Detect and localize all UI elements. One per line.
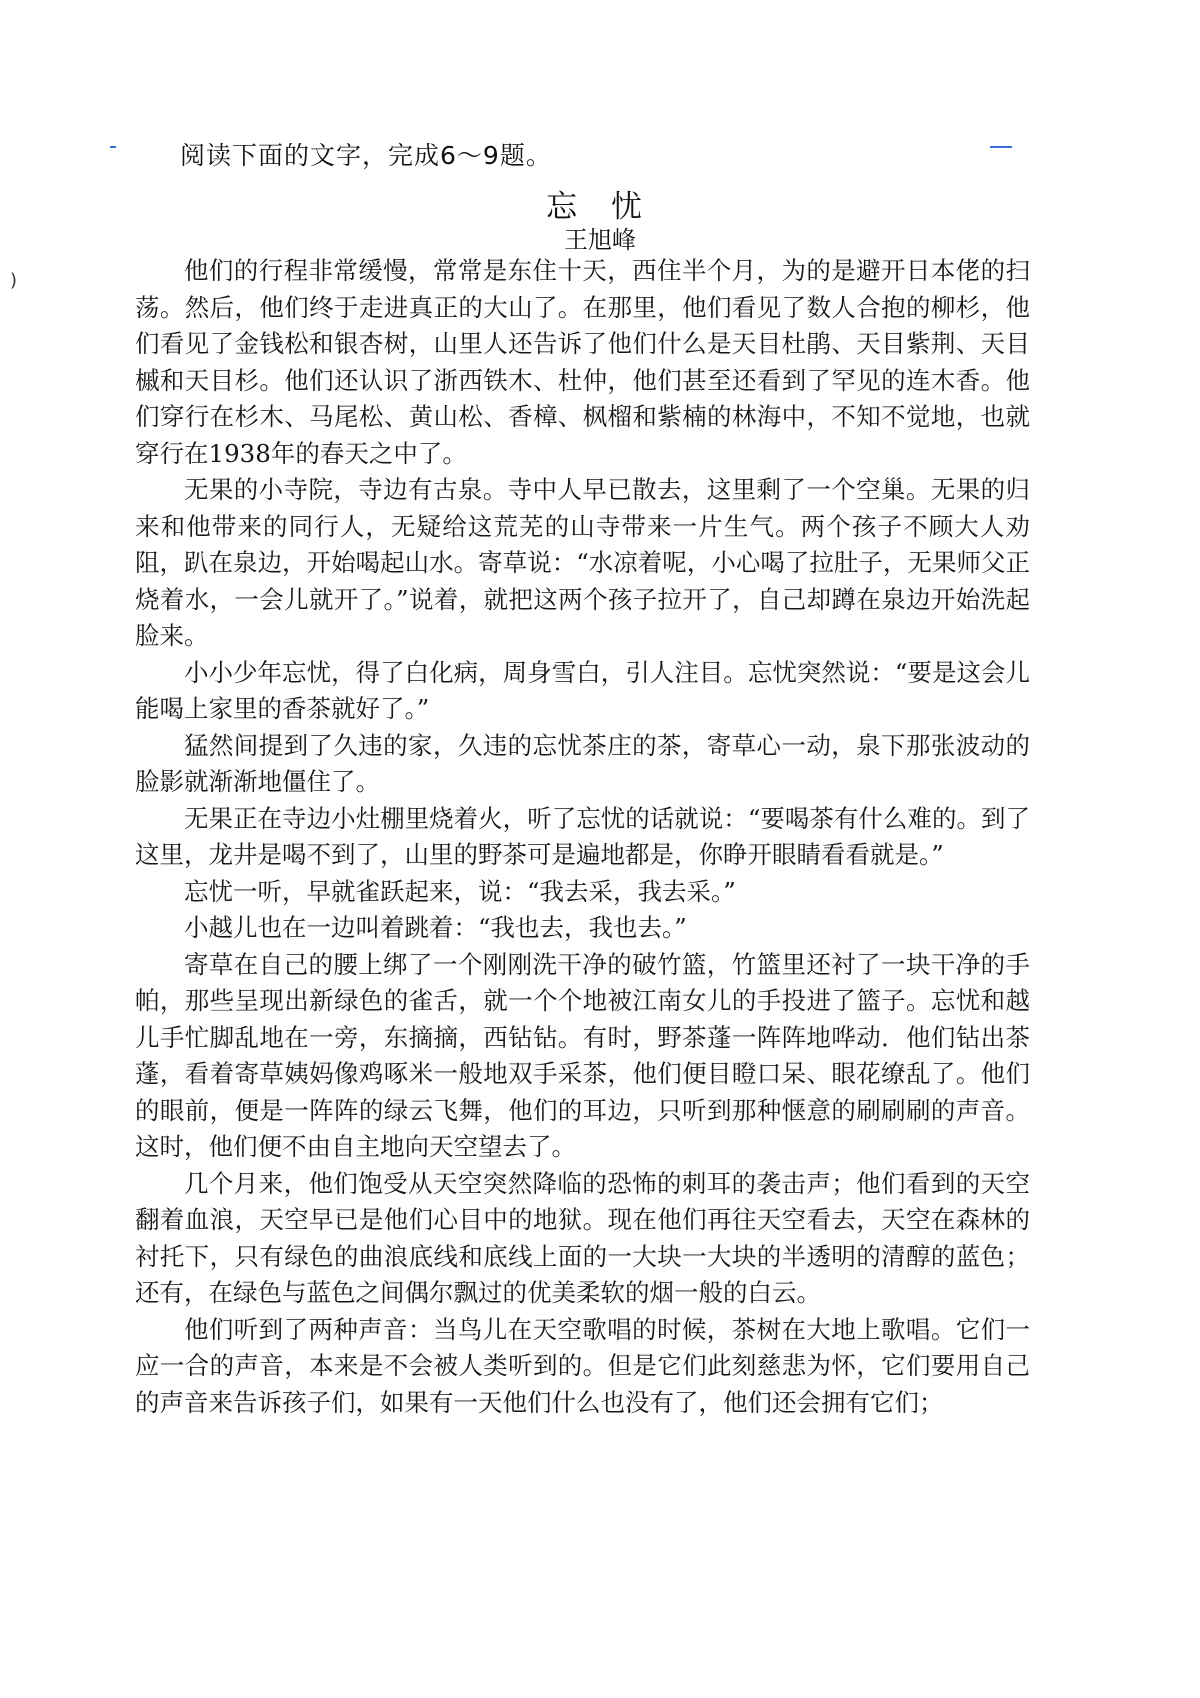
scan-mark-left bbox=[110, 146, 116, 148]
paragraph: 猛然间提到了久违的家，久违的忘忧茶庄的茶，寄草心一动，泉下那张波动的脸影就渐渐地僵住了。 bbox=[135, 730, 1030, 796]
paragraph: 几个月来，他们饱受从天空突然降临的恐怖的刺耳的袭击声；他们看到的天空翻着血浪，天空早已是他们心目中的地狱。现在他们再往天空看去，天空在森林的衬托下，只有绿色的曲浪底线和底线上面的一大块一大块的半透明的清醇的蓝色；还有，在绿色与蓝色之间偶尔飘过的优美柔软的烟一般的白云。 bbox=[135, 1168, 1030, 1307]
paragraph: 寄草在自己的腰上绑了一个刚刚洗干净的破竹篮，竹篮里还衬了一块干净的手帕，那些呈现出新绿色的雀舌，就一个个地被江南女儿的手投进了篮子。忘忧和越儿手忙脚乱地在一旁，东摘摘，西钻钻。有时，野茶蓬一阵阵地哗动．他们钻出茶蓬，看着寄草姨妈像鸡啄米一般地双手采茶，他们便目瞪口呆、眼花缭乱了。他们的眼前，便是一阵阵的绿云飞舞，他们的耳边，只听到那种惬意的刷刷刷的声音。这时，他们便不由自主地向天空望去了。 bbox=[135, 949, 1030, 1161]
paragraph: 忘忧一听，早就雀跃起来，说：“我去采，我去采。” bbox=[184, 876, 736, 906]
paragraph: 他们的行程非常缓慢，常常是东住十天，西住半个月，为的是避开日本佬的扫荡。然后，他们终于走进真正的大山了。在那里，他们看见了数人合抱的柳杉，他们看见了金钱松和银杏树，山里人还告诉了他们什么是天目杜鹃、天目紫荆、天目槭和天目杉。他们还认识了浙西铁木、杜仲，他们甚至还看到了罕见的连木香。他们穿行在杉木、马尾松、黄山松、香樟、枫榴和紫楠的林海中，不知不觉地，也就穿行在1938年的春天之中了。 bbox=[135, 256, 1030, 468]
margin-mark: ) bbox=[10, 270, 18, 291]
scan-mark-right bbox=[990, 146, 1012, 148]
article-title: 忘 忧 bbox=[546, 189, 654, 225]
article-author: 王旭峰 bbox=[564, 226, 636, 254]
paragraph: 小小少年忘忧，得了白化病，周身雪白，引人注目。忘忧突然说：“要是这会儿能喝上家里的香茶就好了。” bbox=[135, 657, 1030, 723]
question-instruction: 阅读下面的文字，完成6～9题。 bbox=[180, 141, 552, 170]
paragraph: 小越儿也在一边叫着跳着：“我也去，我也去。” bbox=[184, 913, 687, 942]
paragraph: 他们听到了两种声音：当鸟儿在天空歌唱的时候，茶树在大地上歌唱。它们一应一合的声音，本来是不会被人类听到的。但是它们此刻慈悲为怀，它们要用自己的声音来告诉孩子们，如果有一天他们什么也没有了，他们还会拥有它们； bbox=[135, 1314, 1030, 1417]
article-body bbox=[135, 253, 1030, 1421]
paragraph: 无果的小寺院，寺边有古泉。寺中人早已散去，这里剩了一个空巢。无果的归来和他带来的同行人，无疑给这荒芜的山寺带来一片生气。两个孩子不顾大人劝阻，趴在泉边，开始喝起山水。寄草说：“水凉着呢，小心喝了拉肚子，无果师父正烧着水，一会儿就开了。”说着，就把这两个孩子拉开了，自己却蹲在泉边开始洗起脸来。 bbox=[135, 475, 1030, 650]
paragraph: 无果正在寺边小灶棚里烧着火，听了忘忧的话就说：“要喝茶有什么难的。到了这里，龙井是喝不到了，山里的野茶可是遍地都是，你睁开眼睛看看就是。” bbox=[135, 803, 1030, 869]
